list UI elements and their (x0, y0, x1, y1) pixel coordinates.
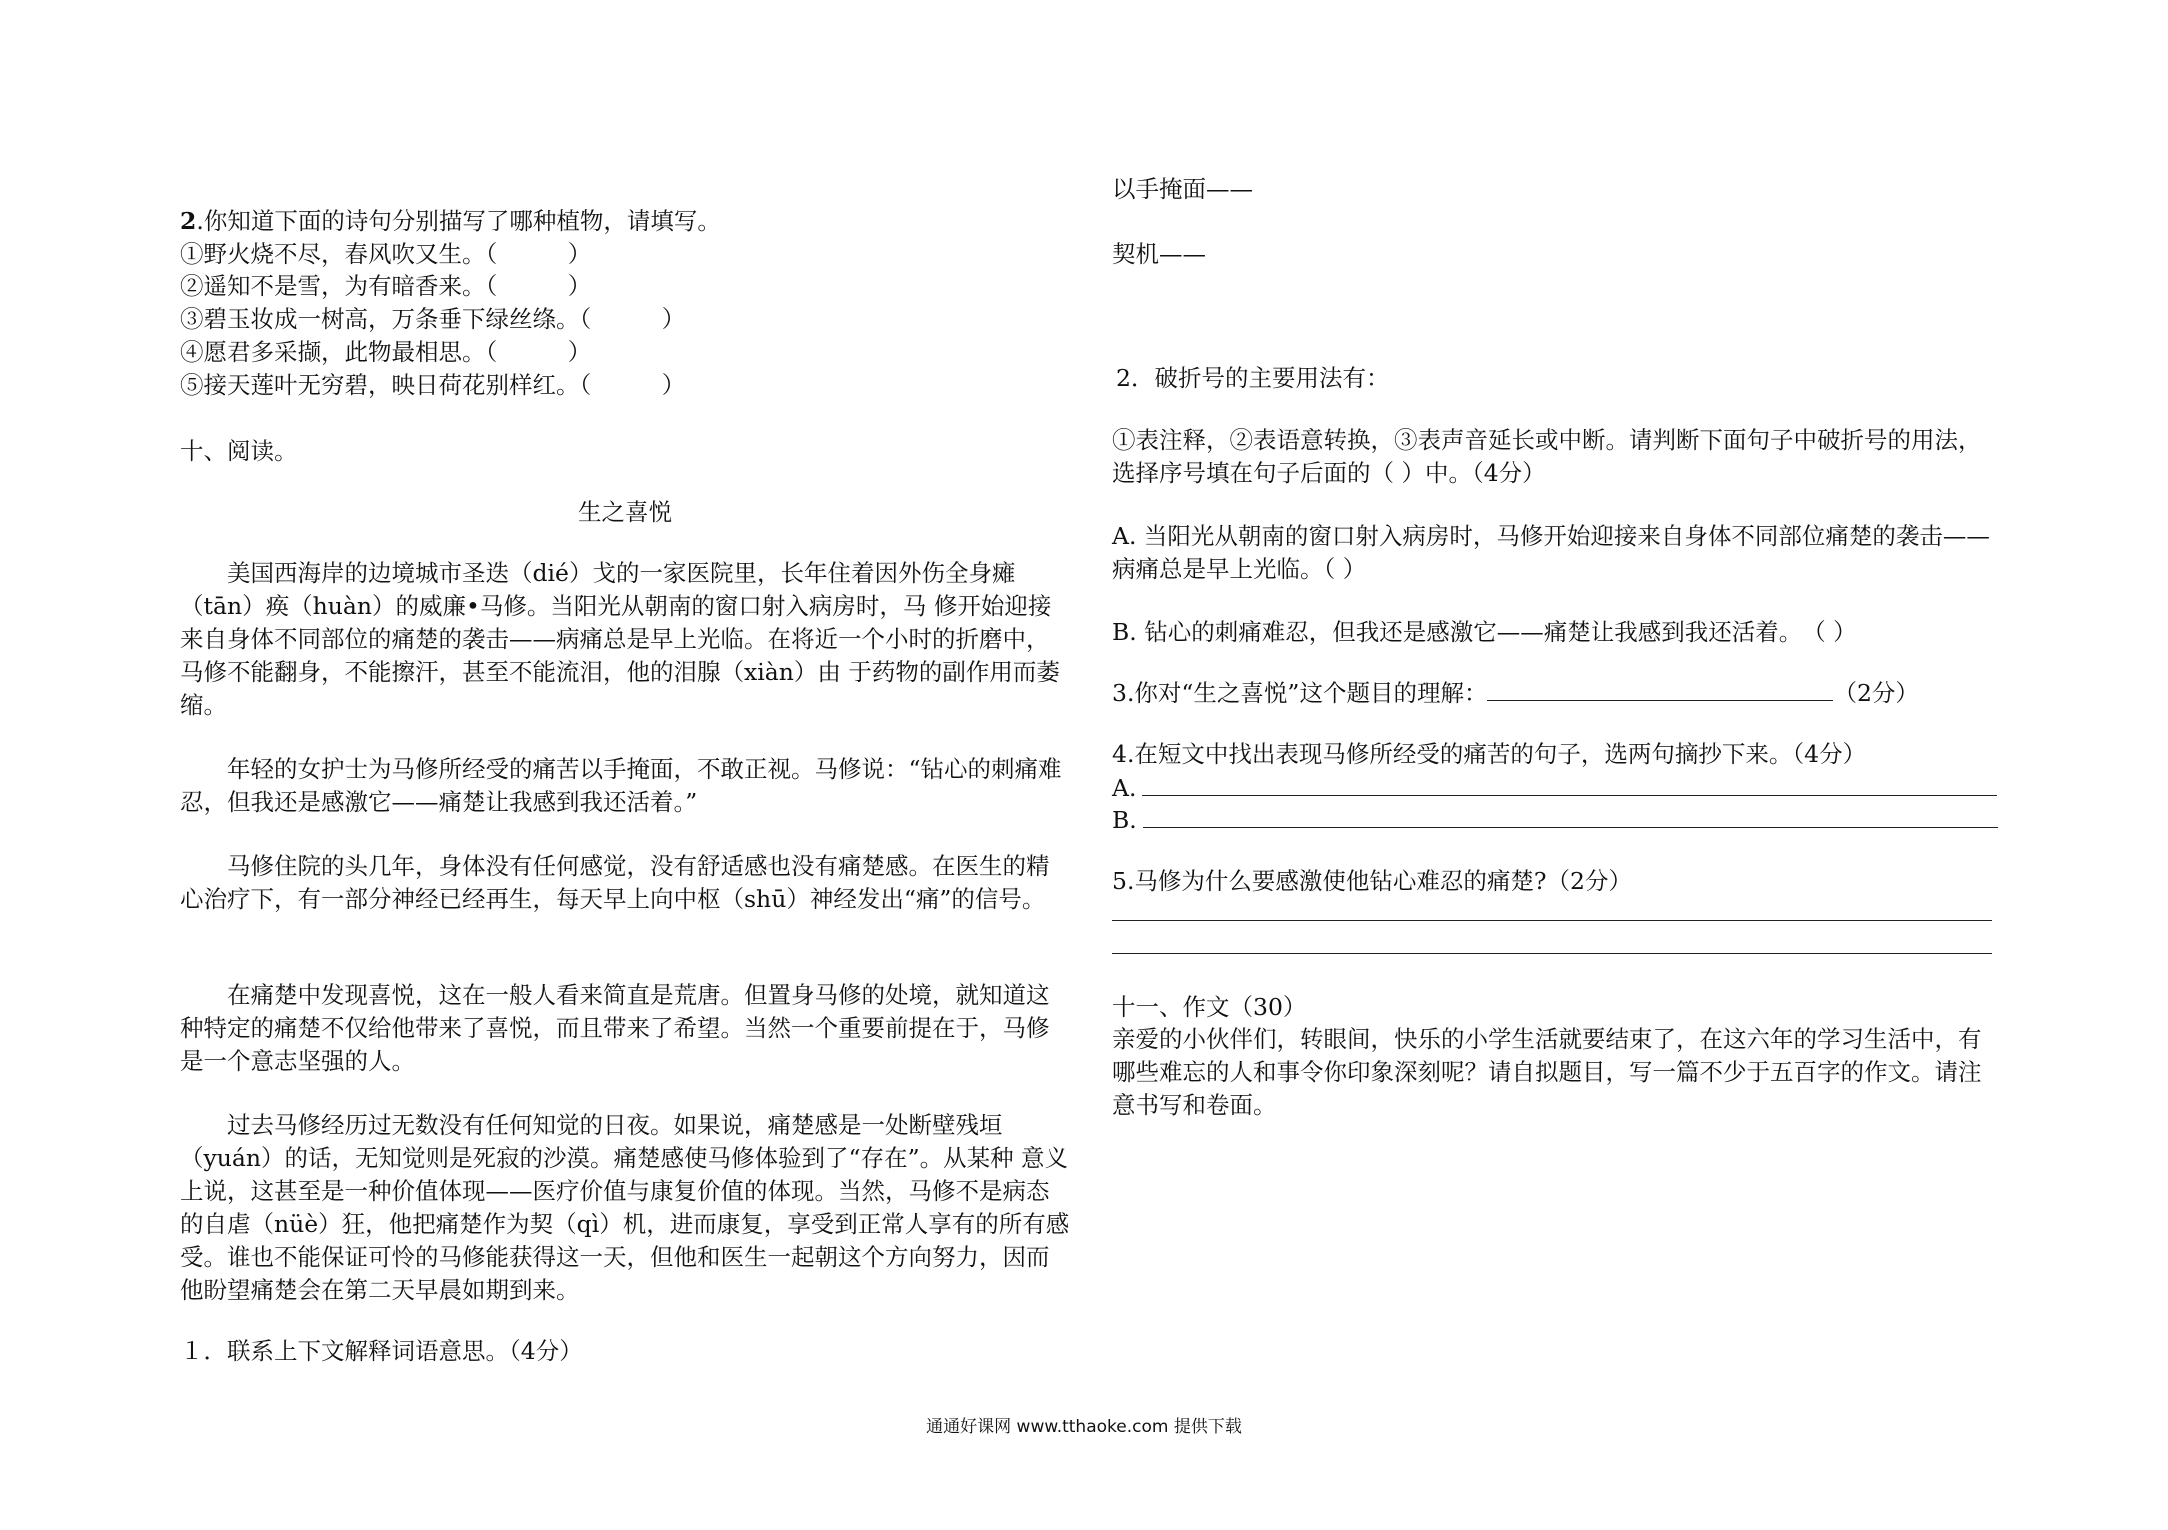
question-5: 5.马修为什么要感激使他钻心难忍的痛楚?（2分） (1112, 867, 1632, 895)
answer-label: A. (1112, 774, 1137, 802)
question-2-option-a: A. 当阳光从朝南的窗口射入病房时，马修开始迎接来自身体不同部位痛楚的袭击——病痛总是早上光临。（ ） (1112, 522, 1990, 583)
question-2-option-b: B. 钻心的刺痛难忍，但我还是感激它——痛楚让我感到我还活着。 （ ） (1112, 618, 1857, 646)
article-paragraph: 美国西海岸的边境城市圣迭（dié）戈的一家医院里，长年住着因外伤全身瘫（tān）痪（huàn）的威廉•马修。当阳光从朝南的窗口射入病房时，马 修开始迎接来自身体不同部位的痛楚的袭击——病痛总是早上光临。在将近一个小时的折磨中，马修不能翻身，不能擦汗，甚至不能流泪，他的泪腺（xiàn）由 于药物的副作用而萎缩。 (180, 559, 1060, 719)
question-4-answer-b (1112, 803, 1998, 837)
question-2-heading (180, 205, 721, 238)
answer-line[interactable] (1142, 771, 1997, 796)
article-paragraph: 过去马修经历过无数没有任何知觉的日夜。如果说，痛楚感是一处断壁残垣（yuán）的话，无知觉则是死寂的沙漠。痛楚感使马修体验到了“存在”。从某种 意义上说，这甚至是一种价值体现——医疗价值与康复价值的体现。当然，马修不是病态的自虐（nüè）狂，他把痛楚作为契（qì）机，进而康复，享受到正常人享有的所有感受。谁也不能保证可怜的马修能获得这一天，但他和医生一起朝这个方向努力，因而他盼望痛楚会在第二天早晨如期到来。 (180, 1111, 1070, 1304)
poem-line: ④愿君多采撷，此物最相思。（ ） (180, 338, 592, 366)
article-title: 生之喜悦 (578, 498, 672, 526)
question-4: 4.在短文中找出表现马修所经受的痛苦的句子，选两句摘抄下来。（4分） (1112, 740, 1867, 768)
poem-line: ③碧玉妆成一树高，万条垂下绿丝绦。（ ） (180, 305, 686, 333)
section-11-heading: 十一、作文（30） (1112, 993, 1307, 1021)
question-3 (1112, 676, 1919, 710)
question-3-text: 3.你对“生之喜悦”这个题目的理解： (1112, 679, 1488, 707)
question-5-answer-2 (1112, 929, 1992, 963)
answer-line[interactable] (1112, 929, 1992, 954)
term-explain-2: 契机—— (1112, 240, 1206, 268)
article-paragraph: 马修住院的头几年，身体没有任何感觉，没有舒适感也没有痛楚感。在医生的精心治疗下，有一部分神经已经再生，每天早上向中枢（shū）神经发出“痛”的信号。 (180, 852, 1050, 913)
poem-line: ⑤接天莲叶无穷碧，映日荷花别样红。（ ） (180, 371, 686, 399)
term-explain-1: 以手掩面—— (1112, 175, 1253, 203)
answer-line[interactable] (1143, 803, 1998, 828)
answer-label: B. (1112, 806, 1137, 834)
page-footer: 通通好课网 www.tthaoke.com 提供下载 (926, 1417, 1242, 1437)
question-2-description: ①表注释，②表语意转换，③表声音延长或中断。请判断下面句子中破折号的用法，选择序号填在句子后面的（ ）中。（4分） (1112, 426, 1982, 487)
question-text: .你知道下面的诗句分别描写了哪种植物，请填写。 (196, 207, 721, 235)
poem-line: ①野火烧不尽，春风吹又生。（ ） (180, 240, 592, 268)
poem-line: ②遥知不是雪，为有暗香来。（ ） (180, 272, 592, 300)
essay-prompt: 亲爱的小伙伴们，转眼间，快乐的小学生活就要结束了，在这六年的学习生活中，有哪些难忘的人和事令你印象深刻呢？请自拟题目，写一篇不少于五百字的作文。请注意书写和卷面。 (1112, 1025, 1982, 1119)
question-5-answer-1 (1112, 896, 1992, 930)
article-paragraph: 年轻的女护士为马修所经受的痛苦以手掩面，不敢正视。马修说：“钻心的刺痛难忍，但我还是感激它——痛楚让我感到我还活着。” (180, 755, 1062, 816)
question-2-title: 2．破折号的主要用法有： (1116, 364, 1390, 392)
section-10-heading: 十、阅读。 (180, 437, 298, 465)
question-1: １．联系上下文解释词语意思。（4分） (180, 1337, 583, 1365)
question-number: 2 (180, 207, 197, 235)
question-3-score: （2分） (1833, 679, 1919, 707)
answer-line[interactable] (1487, 676, 1833, 701)
answer-line[interactable] (1112, 896, 1992, 921)
article-paragraph: 在痛楚中发现喜悦，这在一般人看来简直是荒唐。但置身马修的处境，就知道这种特定的痛楚不仅给他带来了喜悦，而且带来了希望。当然一个重要前提在于，马修是一个意志坚强的人。 (180, 981, 1050, 1075)
question-4-answer-a (1112, 771, 1997, 805)
